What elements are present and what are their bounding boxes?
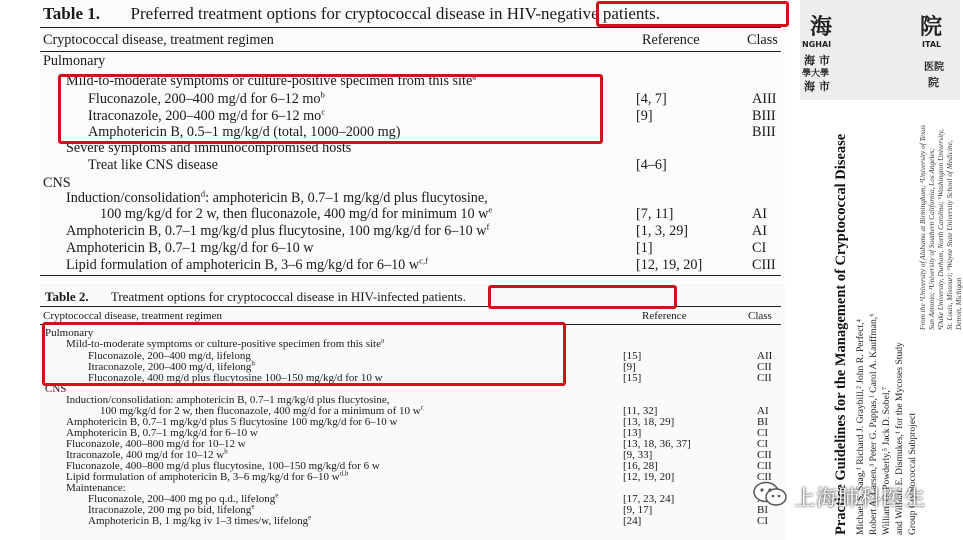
row-text: Pulmonary <box>43 53 106 69</box>
watermark <box>752 478 952 514</box>
row-reference: [12, 19, 20] <box>623 471 675 483</box>
table-2-col-reference: Reference <box>642 310 687 322</box>
row-text: Fluconazole, 200–400 mg po q.d., lifelong <box>88 493 276 505</box>
row-text: Induction/consolidation: amphotericin B, 0.7–1 mg/kg/d plus flucytosine, <box>66 394 390 406</box>
hospital-name-fragment: 医院 <box>924 62 944 73</box>
paper-author-line: Group Cryptococcal Subproject <box>907 412 918 535</box>
row-text: Amphotericin B, 1 mg/kg iv 1–3 times/w, lifelong <box>88 515 309 527</box>
watermark-text: 上海肺科医生 <box>794 486 926 510</box>
row-text: Amphotericin B, 0.5–1 mg/kg/d (total, 1000–2000 mg) <box>88 124 401 140</box>
row-footnote: e <box>275 492 279 500</box>
calligraphy-right: 院 <box>920 15 943 40</box>
row-text: Mild-to-moderate symptoms or culture-positive specimen from this site <box>66 338 381 350</box>
table-1-caption: Preferred treatment options for cryptococcal disease in <box>130 4 507 23</box>
row-class: CI <box>752 240 767 256</box>
wechat-icon <box>752 480 788 508</box>
row-class: CIII <box>752 257 776 273</box>
row-footnote: b <box>251 360 255 368</box>
table-row <box>66 240 313 257</box>
row-reference: [9] <box>636 108 653 124</box>
row-text: Pulmonary <box>45 327 94 339</box>
table-2-col-class: Class <box>748 310 772 322</box>
row-text: CNS <box>43 175 71 191</box>
row-footnote: a <box>472 71 477 82</box>
table-2-label: Table 2. <box>45 289 89 304</box>
row-reference: [17, 23, 24] <box>623 493 675 505</box>
row-footnote: b <box>320 89 325 100</box>
row-footnote: c,f <box>419 255 429 266</box>
row-class: CII <box>757 460 772 472</box>
table-1-col-class: Class <box>747 32 778 48</box>
row-footnote: c <box>420 404 424 412</box>
row-class: AIII <box>752 91 777 107</box>
row-text: Fluconazole, 400–800 mg/d for 10–12 w <box>66 438 246 450</box>
paper-affiliation-line: Detroit, Michigan <box>954 277 963 330</box>
row-text: Treat like CNS disease <box>88 157 218 173</box>
row-reference: [13, 18, 36, 37] <box>623 438 691 450</box>
row-text: Itraconazole, 200 mg po bid, lifelong <box>88 504 252 516</box>
table-row <box>88 515 311 527</box>
table-2-caption-highlight: HIV-infected patients. <box>350 289 466 304</box>
table-row <box>66 257 428 274</box>
row-reference: [13] <box>623 427 642 439</box>
row-class: CII <box>757 449 772 461</box>
paper-author-line: William G. Powderly,⁵ Jack D. Sobel,⁷ <box>881 386 892 535</box>
table-1-col-regimen: Cryptococcal disease, treatment regimen <box>43 32 274 48</box>
row-text: Amphotericin B, 0.7–1 mg/kg/d for 6–10 w <box>66 427 258 439</box>
row-class: CII <box>757 471 772 483</box>
row-reference: [15] <box>623 350 642 362</box>
divider <box>40 275 781 276</box>
row-text: Amphotericin B, 0.7–1 mg/kg/d plus flucytosine, 100 mg/kg/d for 6–10 w <box>66 223 487 239</box>
hospital-name-fragment: 海 市 <box>804 54 830 67</box>
row-reference: [7, 11] <box>636 206 674 222</box>
paper-affiliation-line: St. Louis, Missouri; ⁶Wayne State University School of Medicine, <box>945 140 954 330</box>
row-text: Fluconazole, 400 mg/d plus flucytosine 100–150 mg/kg/d for 10 w <box>88 372 383 384</box>
hospital-name-fragment: 海 市 <box>804 80 830 93</box>
row-text: Itraconazole, 200–400 mg/d, lifelong <box>88 361 252 373</box>
table-1-label: Table 1. <box>43 4 101 23</box>
row-reference: [9, 17] <box>623 504 653 516</box>
row-reference: [1] <box>636 240 653 256</box>
highlight-box-hiv-infected <box>488 285 677 309</box>
row-text: Mild-to-moderate symptoms or culture-positive specimen from this site <box>66 73 473 89</box>
row-text: Lipid formulation of amphotericin B, 3–6 mg/kg/d for 6–10 w <box>66 471 340 483</box>
row-class: CI <box>757 438 768 450</box>
table-row <box>88 157 218 174</box>
row-reference: [1, 3, 29] <box>636 223 689 239</box>
hospital-name-fragment: NGHAI <box>802 40 832 49</box>
row-footnote: d <box>200 188 206 199</box>
calligraphy-left: 海 <box>810 15 833 40</box>
paper-author-line: Robert A. Larsen,³ Peter G. Pappas,¹ Carol A. Kauffman,⁶ <box>868 313 879 535</box>
row-text: Amphotericin B, 0.7–1 mg/kg/d plus 5 flucytosine 100 mg/kg/d for 6–10 w <box>66 416 398 428</box>
row-footnote: e <box>308 514 312 522</box>
divider <box>40 27 781 28</box>
hospital-banner <box>800 0 960 100</box>
row-reference: [4, 7] <box>636 91 667 107</box>
paper-affiliation-line: ⁴Duke University, Durham, North Carolina; ⁵Washington University, <box>936 129 945 330</box>
row-reference: [9, 33] <box>623 449 653 461</box>
row-text: Itraconazole, 400 mg/d for 10–12 w <box>66 449 225 461</box>
row-text: Fluconazole, 400–800 mg/d plus flucytosine, 100–150 mg/kg/d for 6 w <box>66 460 380 472</box>
row-text: Lipid formulation of amphotericin B, 3–6 mg/kg/d for 6–10 w <box>66 257 420 273</box>
table-1-col-reference: Reference <box>642 32 700 48</box>
row-class: AI <box>757 405 769 417</box>
row-text: Severe symptoms and immunocompromised hosts <box>66 140 352 156</box>
table-row <box>43 53 105 70</box>
hospital-name-fragment: 學大學 <box>802 69 830 79</box>
table-1-caption-highlight: HIV-negative patients. <box>506 4 661 23</box>
row-class: CI <box>757 427 768 439</box>
row-footnote: d,b <box>339 470 349 478</box>
row-text: 100 mg/kg/d for 2 w, then fluconazole, 400 mg/d for minimum 10 w <box>100 206 489 222</box>
row-class: AI <box>752 223 767 239</box>
row-footnote: f <box>486 221 490 232</box>
row-text: Fluconazole, 200–400 mg/d, lifelong <box>88 350 251 362</box>
row-class: BIII <box>752 108 776 124</box>
row-class: BIII <box>752 124 776 140</box>
table-row <box>66 190 488 207</box>
row-reference: [4–6] <box>636 157 667 173</box>
row-text: Amphotericin B, 0.7–1 mg/kg/d for 6–10 w <box>66 240 314 256</box>
row-text: CNS <box>45 383 67 395</box>
row-footnote: e <box>488 204 493 215</box>
row-reference: [24] <box>623 515 642 527</box>
paper-author-line: Michael S. Saag,¹ Richard J. Graybill,² John R. Perfect,⁴ <box>855 319 866 535</box>
row-reference: [12, 19, 20] <box>636 257 703 273</box>
divider <box>40 51 781 52</box>
table-2-title <box>45 289 466 305</box>
row-footnote: e <box>251 503 255 511</box>
row-class: BI <box>757 504 768 516</box>
row-text: Maintenance: <box>66 482 126 494</box>
table-2-caption: Treatment options for cryptococcal disease in <box>110 289 351 304</box>
row-class: AII <box>757 350 773 362</box>
row-reference: [13, 18, 29] <box>623 416 675 428</box>
row-text: Fluconazole, 200–400 mg/d for 6–12 mo <box>88 91 321 107</box>
paper-affiliation-line: San Antonio; ³University of Southern California, Los Angeles; <box>927 148 936 330</box>
hospital-name-fragment: 院 <box>928 76 939 89</box>
highlight-box-table1-pulmonary <box>58 74 603 144</box>
row-class: CI <box>757 515 768 527</box>
row-reference: [11, 32] <box>623 405 658 417</box>
row-text: 100 mg/kg/d for 2 w, then fluconazole, 400 mg/d for a minimum of 10 w <box>100 405 421 417</box>
table-2-col-regimen: Cryptococcal disease, treatment regimen <box>43 310 222 322</box>
table-1-title <box>43 4 660 24</box>
row-class: CII <box>757 361 772 373</box>
side-panel <box>800 0 963 540</box>
highlight-box-hiv-negative <box>596 1 789 27</box>
row-text-cont: : amphotericin B, 0.7–1 mg/kg/d plus flucytosine, <box>205 190 488 206</box>
highlight-box-table2-pulmonary <box>42 322 566 386</box>
row-text: Induction/consolidation <box>66 190 201 206</box>
paper-author-line: and William E. Dismukes,¹ for the Mycoses Study <box>894 342 905 535</box>
row-reference: [9] <box>623 361 636 373</box>
row-reference: [16, 28] <box>623 460 658 472</box>
table-row <box>66 223 489 240</box>
paper-affiliation-line: From the ¹University of Alabama at Birmingham; ²University of Texas <box>918 125 927 330</box>
row-class: AI <box>752 206 767 222</box>
paper-title: Practice Guidelines for the Management of Cryptococcal Disease <box>833 133 849 535</box>
row-text: Itraconazole, 200–400 mg/d for 6–12 mo <box>88 108 322 124</box>
row-footnote: a <box>380 337 384 345</box>
row-class: CII <box>757 372 772 384</box>
row-class: BI <box>757 416 768 428</box>
hospital-name-fragment: ITAL <box>922 40 942 49</box>
table-row <box>100 206 492 223</box>
row-footnote: c <box>321 106 326 117</box>
row-reference: [15] <box>623 372 642 384</box>
row-footnote: b <box>224 448 228 456</box>
